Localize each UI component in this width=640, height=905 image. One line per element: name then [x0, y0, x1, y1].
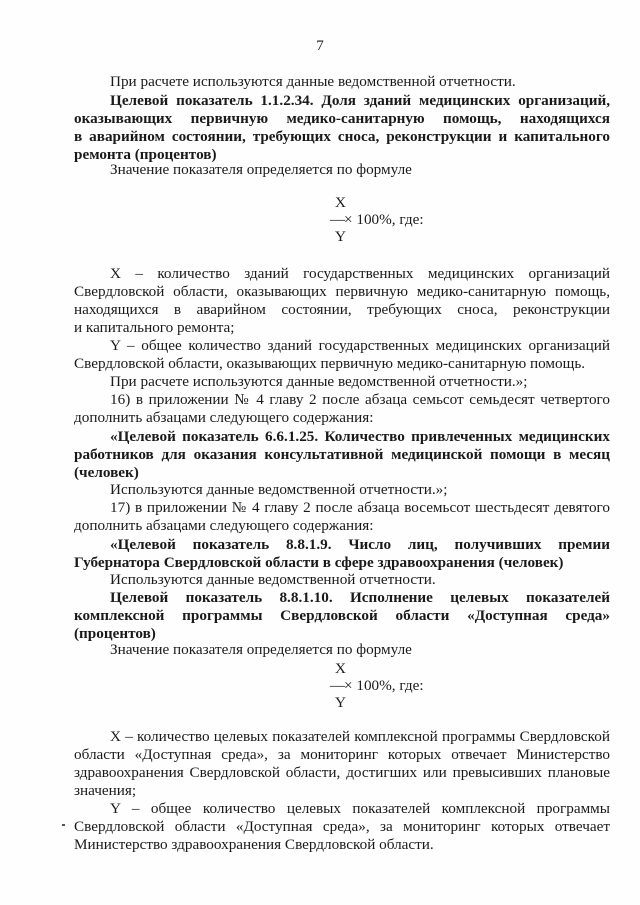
text-line: «Целевой показатель 6.6.1.25. Количество привлеченных медицинских — [110, 428, 610, 445]
formula-fraction-bar: — — [330, 677, 346, 694]
text-line: Свердловской области, оказывающих первичную медико-санитарную помощь, — [74, 283, 610, 300]
text-line: и капитального ремонта; — [74, 319, 235, 336]
text-line: «Целевой показатель 8.8.1.9. Число лиц, получивших премии — [110, 536, 610, 553]
text-line: Y – общее количество целевых показателей комплексной программы — [110, 800, 610, 817]
page-number: 7 — [316, 38, 324, 54]
text-line: оказывающих первичную медико-санитарную помощь, находящихся — [74, 110, 610, 127]
text-line: Используются данные ведомственной отчетности.»; — [110, 481, 448, 498]
text-line: области «Доступная среда», за мониторинг которых отвечает Министерство — [74, 746, 610, 763]
text-line: Y – общее количество зданий государственных медицинских организаций — [110, 337, 610, 354]
text-line: Используются данные ведомственной отчетности. — [110, 571, 436, 588]
text-line: здравоохранения Свердловской области, достигших или превысивших плановые — [74, 764, 610, 781]
formula-numerator: X — [335, 194, 346, 211]
text-line: Значение показателя определяется по формуле — [110, 641, 412, 658]
formula-rest: × 100%, где: — [344, 211, 424, 228]
formula-denominator: Y — [335, 694, 346, 711]
text-line: значения; — [74, 782, 137, 799]
text-line: (человек) — [74, 464, 139, 481]
text-line: комплексной программы Свердловской области «Доступная среда» — [74, 607, 610, 624]
formula-fraction-bar: — — [330, 211, 346, 228]
text-line: (процентов) — [74, 625, 156, 642]
formula-denominator: Y — [335, 228, 346, 245]
formula-rest: × 100%, где: — [344, 677, 424, 694]
text-line: При расчете используются данные ведомственной отчетности. — [110, 73, 516, 90]
text-line: 16) в приложении № 4 главу 2 после абзаца семьсот семьдесят четвертого — [110, 391, 610, 408]
text-line: При расчете используются данные ведомственной отчетности.»; — [110, 373, 528, 390]
text-line: работников для оказания консультативной медицинской помощи в месяц — [74, 446, 610, 463]
text-line: Целевой показатель 8.8.1.10. Исполнение целевых показателей — [110, 589, 610, 606]
scan-mark — [62, 824, 65, 826]
text-line: дополнить абзацами следующего содержания: — [74, 409, 374, 426]
text-line: X – количество целевых показателей комплексной программы Свердловской — [110, 728, 610, 745]
text-line: дополнить абзацами следующего содержания: — [74, 517, 374, 534]
text-line: ремонта (процентов) — [74, 146, 217, 163]
text-line: Целевой показатель 1.1.2.34. Доля зданий медицинских организаций, — [110, 92, 610, 109]
text-line: Министерство здравоохранения Свердловской области. — [74, 836, 434, 853]
text-line: X – количество зданий государственных медицинских организаций — [110, 265, 610, 282]
text-line: в аварийном состоянии, требующих сноса, реконструкции и капитального — [74, 128, 610, 145]
text-line: Свердловской области, оказывающих первичную медико-санитарную помощь. — [74, 355, 586, 372]
text-line: Губернатора Свердловской области в сфере здравоохранения (человек) — [74, 554, 564, 571]
formula-numerator: X — [335, 660, 346, 677]
text-line: Значение показателя определяется по формуле — [110, 161, 412, 178]
text-line: находящихся в аварийном состоянии, требующих сноса, реконструкции — [74, 301, 610, 318]
text-line: 17) в приложении № 4 главу 2 после абзаца восемьсот шестьдесят девятого — [110, 499, 610, 516]
text-line: Свердловской области «Доступная среда», за мониторинг которых отвечает — [74, 818, 610, 835]
